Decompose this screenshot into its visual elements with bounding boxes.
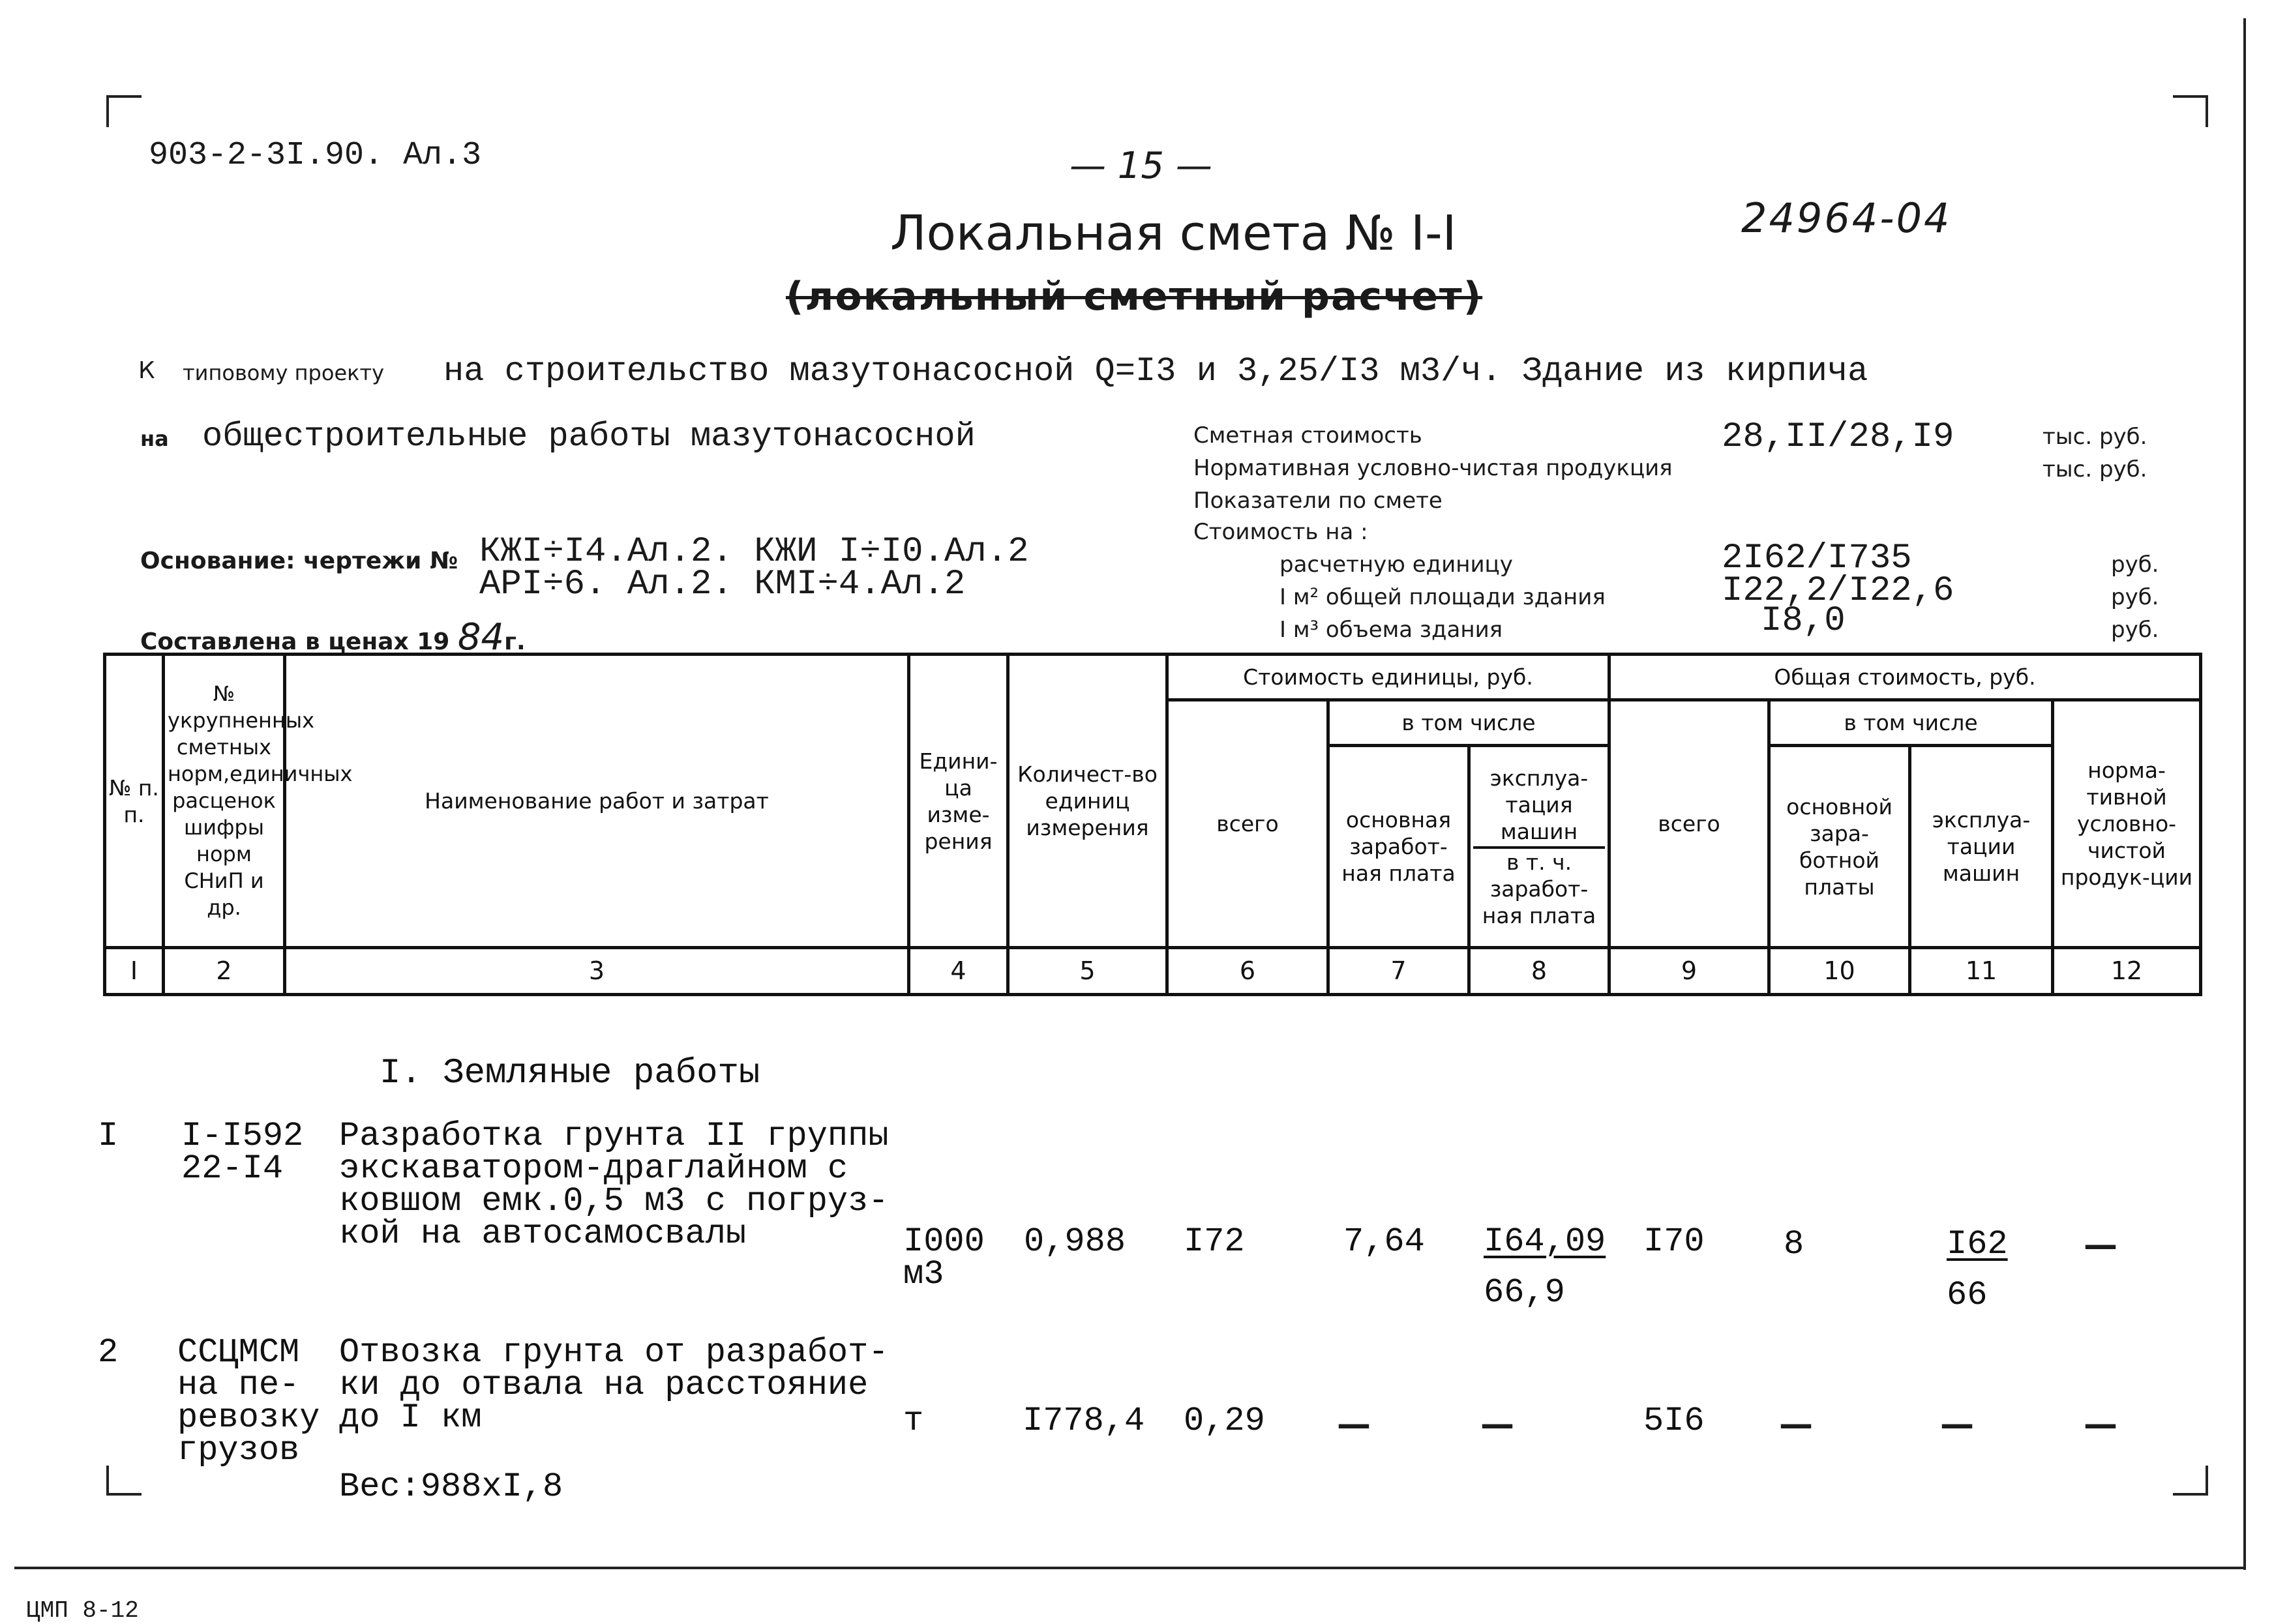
row-2-name-line3: до I км	[339, 1398, 482, 1437]
col-group-unit-incl: в том числе	[1328, 700, 1609, 746]
row-2-total-machines: —	[1940, 1405, 1974, 1444]
col-header-unit-total: всего	[1167, 700, 1328, 948]
project-text: на строительство мазутонасосной Q=I3 и 3,25/I3 м3/ч. Здание из кирпича	[443, 352, 1868, 391]
col-header-name: Наименование работ и затрат	[285, 655, 909, 948]
row-1-unit-salary: 7,64	[1343, 1222, 1425, 1261]
basis-line-1: КЖI÷I4.Ал.2. КЖИ I÷I0.Ал.2	[479, 532, 1029, 572]
col-number-5: 5	[1008, 948, 1167, 995]
col-header-unit-machines-bottom: в т. ч. заработ-ная плата	[1482, 849, 1596, 928]
row-1-name-line2: экскаватором-драглайном с	[339, 1149, 848, 1188]
col-number-4: 4	[909, 948, 1008, 995]
estimated-cost-value: 28,II/28,I9	[1722, 417, 1954, 457]
estimated-cost-unit: тыс. руб.	[2042, 424, 2147, 450]
col-group-unit-cost: Стоимость единицы, руб.	[1167, 655, 1609, 700]
row-1-code-line1: I-I592	[181, 1117, 304, 1155]
row-2-unit-machines: —	[1480, 1405, 1514, 1444]
row-2-code-line2: на пе-	[177, 1366, 300, 1404]
col-header-qty: Количест-во единиц измерения	[1008, 655, 1167, 948]
row-1-unit-line1: I000	[903, 1222, 985, 1261]
normative-label: Нормативная условно-чистая продукция	[1193, 455, 1673, 481]
col-header-code: № укрупненных сметных норм,единичных расценок шифры норм СНиП и др.	[164, 655, 285, 948]
row-1-total: I70	[1643, 1222, 1705, 1261]
row-1-total-machines: I62	[1947, 1225, 2008, 1263]
cost-per-label: Стоимость на :	[1193, 519, 1368, 545]
col-header-unit-machines-top: эксплуа-тация машин	[1473, 765, 1605, 849]
col-header-no: № п. п.	[105, 655, 164, 948]
area-unit: руб.	[2111, 584, 2159, 610]
col-header-total: всего	[1609, 700, 1769, 948]
row-1-unit-line2: м3	[903, 1255, 944, 1293]
row-1-no: I	[98, 1117, 119, 1155]
row-1-unit-machines: I64,09	[1484, 1222, 1606, 1261]
col-header-normative: норма-тивной условно-чистой продук-ции	[2053, 700, 2201, 948]
row-1-code-line2: 22-I4	[181, 1149, 284, 1188]
col-number-10: 10	[1769, 948, 1910, 995]
col-number-7: 7	[1328, 948, 1469, 995]
area-label: I м² общей площади здания	[1279, 584, 1606, 610]
row-2-code-line1: ССЦМСМ	[177, 1333, 300, 1372]
col-number-9: 9	[1609, 948, 1769, 995]
row-2-unit-salary: —	[1337, 1405, 1371, 1444]
unit-unit: руб.	[2111, 552, 2159, 578]
col-number-1: I	[105, 948, 164, 995]
row-1-unit-total: I72	[1184, 1222, 1245, 1261]
row-2-unit-total: 0,29	[1184, 1402, 1265, 1440]
row-2-total-salary: —	[1779, 1405, 1813, 1444]
row-2-code-line4: грузов	[177, 1431, 300, 1469]
handwritten-number: 24964-04	[1741, 194, 1952, 242]
row-1-unit-machines-salary: 66,9	[1484, 1273, 1565, 1312]
works-prefix: на	[140, 426, 169, 451]
project-prefix: К	[138, 357, 155, 384]
prices-suffix: г.	[504, 628, 526, 655]
normative-unit: тыс. руб.	[2042, 456, 2147, 482]
row-1-name-line1: Разработка грунта II группы	[339, 1117, 889, 1155]
section-title: I. Земляные работы	[380, 1054, 760, 1093]
row-1-total-machines-salary: 66	[1947, 1276, 1988, 1314]
col-number-3: 3	[285, 948, 909, 995]
prices-year: 84	[457, 616, 505, 658]
col-header-unit-salary: основная заработ-ная плата	[1328, 746, 1469, 948]
volume-label: I м³ объема здания	[1279, 617, 1503, 643]
basis-label: Основание: чертежи №	[140, 548, 458, 574]
page-number: — 15 —	[1070, 145, 1212, 187]
row-2-no: 2	[98, 1333, 119, 1372]
row-1-name-line3: ковшом емк.0,5 м3 с погруз-	[339, 1182, 889, 1220]
page-title: Локальная смета № I-I	[890, 205, 1457, 261]
col-header-unit-machines	[1469, 746, 1609, 948]
estimated-cost-label: Сметная стоимость	[1193, 422, 1422, 449]
col-number-8: 8	[1469, 948, 1609, 995]
row-2-code-line3: ревозку	[177, 1398, 320, 1437]
corner-top-left	[106, 95, 142, 127]
page-bottom-border	[14, 1567, 2246, 1569]
document-code: 903-2-3I.90. Ал.3	[149, 137, 482, 174]
row-2-name-line2: ки до отвала на расстояние	[339, 1366, 869, 1404]
col-number-11: 11	[1910, 948, 2053, 995]
col-header-total-machines: эксплуа-тации машин	[1910, 746, 2053, 948]
col-number-12: 12	[2053, 948, 2201, 995]
project-label: типовому проекту	[183, 361, 385, 385]
page-right-border	[2243, 18, 2246, 1570]
corner-bottom-left	[106, 1466, 142, 1496]
col-header-unit: Едини-ца изме-рения	[909, 655, 1008, 948]
row-1-qty: 0,988	[1024, 1222, 1126, 1261]
row-2-total: 5I6	[1643, 1402, 1705, 1440]
row-2-qty: I778,4	[1023, 1402, 1145, 1440]
col-group-total-cost: Общая стоимость, руб.	[1609, 655, 2201, 700]
row-1-total-salary: 8	[1784, 1225, 1804, 1263]
corner-bottom-right	[2173, 1466, 2208, 1496]
title-struck: (локальный сметный расчет)	[786, 274, 1483, 319]
row-2-unit: т	[903, 1402, 924, 1440]
volume-value: I8,0	[1761, 601, 1846, 641]
row-2-normative: —	[2084, 1405, 2117, 1444]
col-group-total-incl: в том числе	[1769, 700, 2053, 746]
works-text: общестроительные работы мазутонасосной	[202, 417, 976, 456]
volume-unit: руб.	[2111, 617, 2159, 643]
row-2-weight: Вес:988хI,8	[339, 1468, 563, 1506]
area-value: I22,2/I22,6	[1722, 571, 1954, 611]
col-header-total-salary: основной зара-ботной платы	[1769, 746, 1910, 948]
row-2-name-line1: Отвозка грунта от разработ-	[339, 1333, 889, 1372]
prices-label-text: Составлена в ценах 19	[140, 628, 450, 655]
col-number-6: 6	[1167, 948, 1328, 995]
indicators-label: Показатели по смете	[1193, 488, 1443, 514]
unit-label: расчетную единицу	[1279, 552, 1513, 578]
corner-top-right	[2173, 95, 2208, 127]
unit-value: 2I62/I735	[1722, 539, 1912, 578]
estimate-header-table	[103, 653, 2202, 996]
footer-mark: ЦМП 8-12	[26, 1597, 139, 1624]
col-number-2: 2	[164, 948, 285, 995]
row-1-name-line4: кой на автосамосвалы	[339, 1215, 747, 1253]
row-1-normative: —	[2084, 1226, 2117, 1265]
basis-line-2: АРI÷6. Ал.2. КМI÷4.Ал.2	[479, 565, 966, 604]
